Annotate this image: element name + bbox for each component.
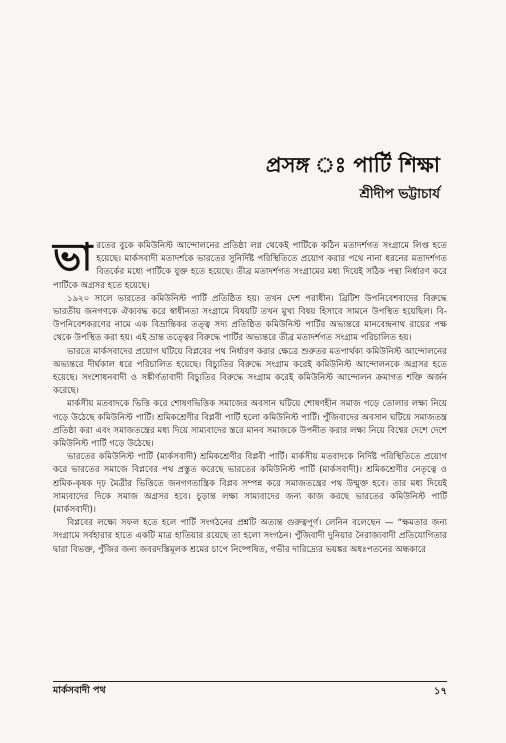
article-body: [53, 234, 447, 557]
paragraph-6: বিপ্লবের লক্ষ্যে সফল হতে হলে পার্টি সংগঠনের প্রশ্নটি অত্যন্ত গুরুত্বপূর্ণ। লেনিন বলেছেন — “ক্ষমতার জন্য সংগ্রামে সর্বহারার হাতে একটি মাত্র হাতিয়ার রয়েছে তা হলো সংগঠন। পুঁজিবাদী দুনিয়ার নৈরাজ্যবাদী প্রতিযোগিতার দ্বারা বিভক্ত, পুঁজির জন্য জবরদস্তিমূলক শ্রমের চাপে নিষ্পেষিত, গভীর দারিদ্র্যের ভয়ঙ্কর অধঃপতনের অন্ধকারে: [53, 518, 447, 555]
paragraph-4: মার্কসীয় মতবাদকে ভিত্তি করে শোষণভিত্তিক সমাজের অবসান ঘটিয়ে শোষণহীন সমাজ গড়ে তোলার লক্ষ্য নিয়ে গড়ে উঠেছে কমিউনিস্ট পার্টি। শ্রমিকশ্রেণীর বিপ্লবী পার্টি হলো কমিউনিস্ট পার্টি। পুঁজিবাদের অবসান ঘটিয়ে সমাজতন্ত্র প্রতিষ্ঠা করা এবং সমাজতন্ত্রের মধ্য দিয়ে সাম্যবাদের স্তরে মানব সমাজকে উপনীত করার লক্ষ্য নিয়ে বিশ্বের দেশে দেশে কমিউনিস্ট পার্টি গড়ে উঠেছে।: [53, 399, 447, 450]
footer-divider: [53, 681, 447, 682]
drop-cap: ভা: [53, 234, 93, 279]
page-number: ১৭: [434, 686, 447, 697]
paragraph-3: ভারতে মার্কসবাদের প্রয়োগ ঘটিয়ে বিপ্লবের পথ নির্ধারণ করার ক্ষেত্রে শুরুতর মতপার্থক্য কমিউনিস্ট আন্দোলনের অভ্যন্তরে দীর্ঘকাল ধরে পরিচালিত হয়েছে। বিচ্যুতির বিরুদ্ধে সংগ্রাম করেই কমিউনিস্ট আন্দোলনকে অগ্রসর হতে হয়েছে। সংশোধনবাদী ও সঙ্কীর্ণতাবাদী বিচ্যুতির বিরুদ্ধে সংগ্রাম করেই কমিউনিস্ট আন্দোলন ক্রমাগত শক্তি অর্জন করেছে।: [53, 346, 447, 397]
paragraph-5: ভারতের কমিউনিস্ট পার্টি (মার্কসবাদী) শ্রমিকশ্রেণীর বিপ্লবী পার্টি। মার্কসীয় মতবাদকে নির্দিষ্ট পরিস্থিতিতে প্রয়োগ করে ভারতের সমাজে বিপ্লবের পথ প্রস্তুত করেছে ভারতের কমিউনিস্ট পার্টি (মার্কসবাদী)। শ্রমিকশ্রেণীর নেতৃত্বে ও শ্রমিক-কৃষক দৃঢ় মৈত্রীর ভিত্তিতে জনগণতান্ত্রিক বিপ্লব সম্পন্ন করে সমাজতন্ত্রের পথ উন্মুক্ত হবে। তার মধ্য দিয়েই সাম্যবাদের দিকে সমাজ অগ্রসর হবে। চূড়ান্ত লক্ষ্য সাম্যবাদের জন্য কাজ করছে ভারতের কমিউনিস্ট পার্টি (মার্কসবাদী)।: [53, 452, 447, 516]
paragraph-2: ১৯২০ সালে ভারতের কমিউনিস্ট পার্টি প্রতিষ্ঠিত হয়। তখন দেশ পরাধীন। ব্রিটিশ উপনিবেশবাদের বিরুদ্ধে ভারতীয় জনগণকে ঐক্যবদ্ধ করে স্বাধীনতা সংগ্রামে বিষয়টি তখন মুখ্য বিষয় হিসাবে সামনে উপস্থিত হয়েছিল। বি-উপনিবেশকরণের নামে এক বিভ্রান্তিকর তত্ত্ব সদ্য প্রতিষ্ঠিত কমিউনিস্ট পার্টির অভ্যন্তরে মানবেন্দ্রনাথ রায়ের পক্ষ থেকে উপস্থিত করা হয়। এই ভ্রান্ত তত্ত্বের বিরুদ্ধে পার্টির অভ্যন্তরে তীব্র মতাদর্শগত সংগ্রাম পরিচালিত হয়।: [53, 293, 447, 344]
paragraph-1-text: রতের বুকে কমিউনিস্ট আন্দোলনের প্রতিষ্ঠা লগ্ন থেকেই পার্টিকে কঠিন মতাদর্শগত সংগ্রামে লিপ্ত হতে হয়েছে। মার্কসবাদী মতাদর্শকে ভারতের সুনির্দিষ্ট পরিস্থিতিতে প্রয়োগ করার পথে নানা ধরনের মতাদর্শগত বিতর্কের মধ্যে পার্টিকে যুক্ত হতে হয়েছে। তীব্র মতাদর্শগত সংগ্রামের মধ্য দিয়েই সঠিক পন্থা নির্ধারণ করে পার্টিকে অগ্রসর হতে হয়েছে।: [53, 241, 447, 291]
paragraph-1: [53, 234, 447, 293]
article-author: শ্রীদীপ ভট্টাচার্য: [359, 186, 440, 202]
article-title: প্রসঙ্গ ঃ পার্টি শিক্ষা: [265, 153, 440, 177]
footer-publication: মার্কসবাদী পথ: [53, 685, 106, 696]
